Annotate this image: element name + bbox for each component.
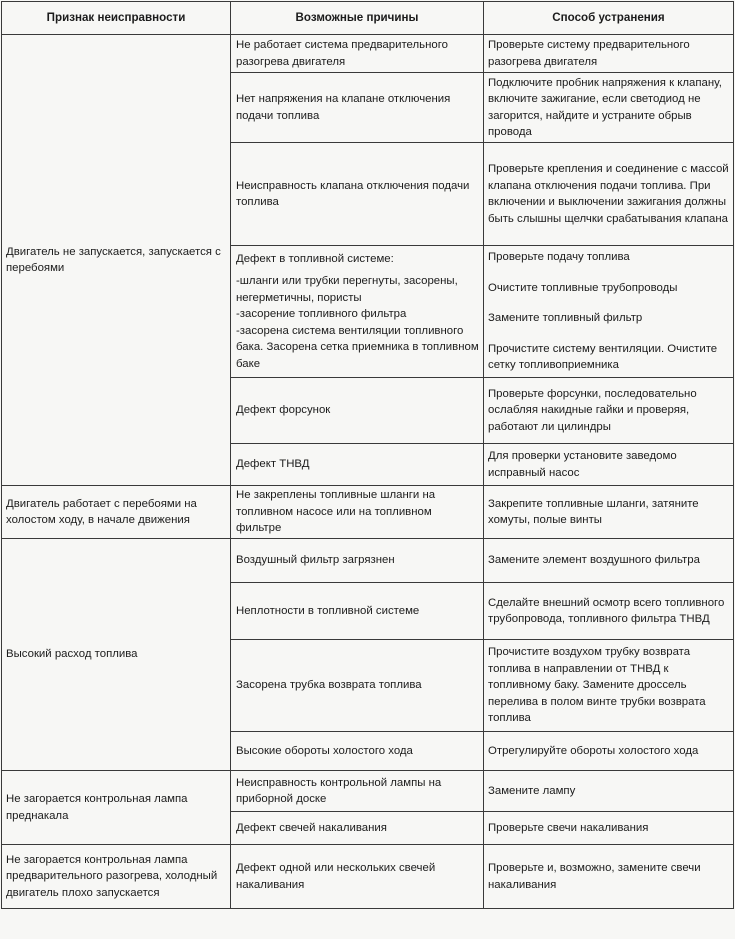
remedy-cell bbox=[484, 246, 734, 378]
remedy-line: Замените топливный фильтр bbox=[488, 312, 643, 325]
remedy-cell: Проверьте свечи накаливания bbox=[484, 812, 734, 845]
cause-cell: Дефект ТНВД bbox=[231, 444, 484, 486]
cause-cell: Неисправность клапана отключения подачи топлива bbox=[231, 143, 484, 246]
cause-cell: Дефект одной или нескольких свечей накаливания bbox=[231, 845, 484, 909]
cause-cell: Не закреплены топливные шланги на топливном насосе или на топливном фильтре bbox=[231, 486, 484, 539]
cause-cell: Дефект свечей накаливания bbox=[231, 812, 484, 845]
cause-line: -засорена система вентиляции топливного бака. Засорена сетка приемника в топливном баке bbox=[236, 324, 479, 370]
symptom-cell: Не загорается контрольная лампа преднакала bbox=[2, 771, 231, 845]
header-row bbox=[2, 2, 734, 35]
remedy-line: Очистите топливные трубопроводы bbox=[488, 281, 678, 294]
remedy-cell: Прочистите воздухом трубку возврата топлива в направлении от ТНВД к топливному баку. Замените дроссель перелива в полом винте трубки возврата топлива bbox=[484, 640, 734, 732]
cause-cell: Засорена трубка возврата топлива bbox=[231, 640, 484, 732]
remedy-cell: Подключите пробник напряжения к клапану, включите зажигание, если светодиод не загорится, найдите и устраните обрыв провода bbox=[484, 73, 734, 143]
cause-line: -засорение топливного фильтра bbox=[236, 308, 407, 321]
header-symptom: Признак неисправности bbox=[2, 2, 231, 35]
symptom-cell: Не загорается контрольная лампа предварительного разогрева, холодный двигатель плохо запускается bbox=[2, 845, 231, 909]
cause-cell: Неплотности в топливной системе bbox=[231, 583, 484, 640]
table-row bbox=[2, 486, 734, 539]
cause-cell: Высокие обороты холостого хода bbox=[231, 732, 484, 771]
cause-cell: Воздушный фильтр загрязнен bbox=[231, 539, 484, 583]
symptom-cell: Высокий расход топлива bbox=[2, 539, 231, 771]
table-row bbox=[2, 539, 734, 583]
remedy-line: Прочистите систему вентиляции. Очистите сетку топливоприемника bbox=[488, 342, 718, 372]
remedy-cell: Проверьте систему предварительного разогрева двигателя bbox=[484, 35, 734, 73]
remedy-line: Проверьте подачу топлива bbox=[488, 251, 630, 264]
header-causes: Возможные причины bbox=[231, 2, 484, 35]
cause-cell: Дефект форсунок bbox=[231, 378, 484, 444]
remedy-cell: Проверьте и, возможно, замените свечи накаливания bbox=[484, 845, 734, 909]
header-remedy: Способ устранения bbox=[484, 2, 734, 35]
table-row bbox=[2, 771, 734, 812]
troubleshooting-table bbox=[1, 1, 734, 909]
table-row bbox=[2, 35, 734, 73]
remedy-cell: Закрепите топливные шланги, затяните хомуты, полые винты bbox=[484, 486, 734, 539]
remedy-cell: Замените лампу bbox=[484, 771, 734, 812]
cause-line: Дефект в топливной системе: bbox=[236, 252, 394, 265]
table-row bbox=[2, 845, 734, 909]
remedy-cell: Для проверки установите заведомо исправный насос bbox=[484, 444, 734, 486]
remedy-cell: Проверьте крепления и соединение с массой клапана отключения подачи топлива. При включении и выключении зажигания должны быть слышны щелчки срабатывания клапана bbox=[484, 143, 734, 246]
remedy-cell: Замените элемент воздушного фильтра bbox=[484, 539, 734, 583]
cause-cell: Неисправность контрольной лампы на приборной доске bbox=[231, 771, 484, 812]
remedy-cell: Сделайте внешний осмотр всего топливного трубопровода, топливного фильтра ТНВД bbox=[484, 583, 734, 640]
cause-cell: Не работает система предварительного разогрева двигателя bbox=[231, 35, 484, 73]
cause-line: -шланги или трубки перегнуты, засорены, негерметичны, пористы bbox=[236, 275, 458, 304]
symptom-cell: Двигатель работает с перебоями на холостом ходу, в начале движения bbox=[2, 486, 231, 539]
cause-cell: Нет напряжения на клапане отключения подачи топлива bbox=[231, 73, 484, 143]
remedy-cell: Отрегулируйте обороты холостого хода bbox=[484, 732, 734, 771]
symptom-cell: Двигатель не запускается, запускается с перебоями bbox=[2, 35, 231, 486]
remedy-cell: Проверьте форсунки, последовательно ослабляя накидные гайки и проверяя, работают ли цилиндры bbox=[484, 378, 734, 444]
cause-cell bbox=[231, 246, 484, 378]
